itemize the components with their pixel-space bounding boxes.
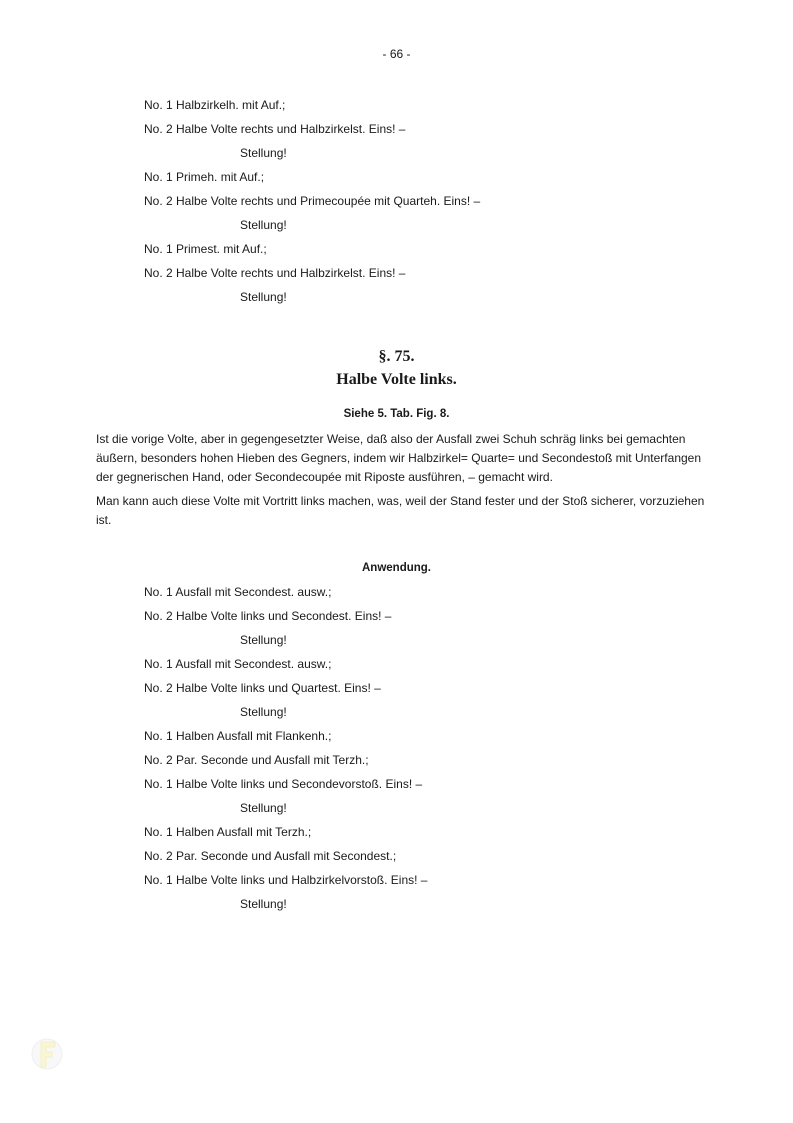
exercise-line: No. 1 Halbe Volte links und Secondevorstoß. Eins! – <box>144 777 423 791</box>
section-title: Halbe Volte links. <box>336 371 457 388</box>
paragraph: Man kann auch diese Volte mit Vortritt links machen, was, weil der Stand fester und der Stoß sicherer, vorzuziehen ist. <box>96 494 705 527</box>
exercise-line: No. 1 Halbe Volte links und Halbzirkelvorstoß. Eins! – <box>144 873 428 887</box>
section-number: §. 75. <box>378 348 415 365</box>
exercise-line-command: Stellung! <box>240 801 287 815</box>
exercise-line-command: Stellung! <box>240 897 287 911</box>
exercise-line: No. 2 Par. Seconde und Ausfall mit Secondest.; <box>144 849 397 863</box>
exercise-line: No. 1 Halbzirkelh. mit Auf.; <box>144 98 286 112</box>
figure-reference: Siehe 5. Tab. Fig. 8. <box>343 408 450 420</box>
exercise-line-command: Stellung! <box>240 633 287 647</box>
exercise-line: No. 2 Halbe Volte links und Quartest. Eins! – <box>144 681 381 695</box>
exercise-line: No. 2 Halbe Volte links und Secondest. Eins! – <box>144 609 392 623</box>
exercise-line-command: Stellung! <box>240 146 287 160</box>
exercise-line: No. 1 Ausfall mit Secondest. ausw.; <box>144 585 332 599</box>
exercise-line: No. 1 Primeh. mit Auf.; <box>144 170 265 184</box>
paragraph: Ist die vorige Volte, aber in gegengesetzter Weise, daß also der Ausfall zwei Schuh schräg links bei gemachten äußern, besonders hohen Hieben des Gegners, indem wir Halbzirkel= Quarte= und Secondestoß mit Unterfangen der gegnerischen Hand, oder Secondecoupée mit Riposte ausführen, – gemacht wird. <box>96 432 702 484</box>
exercise-line-command: Stellung! <box>240 290 287 304</box>
exercise-line: No. 1 Primest. mit Auf.; <box>144 242 267 256</box>
exercise-line-command: Stellung! <box>240 705 287 719</box>
application-heading: Anwendung. <box>362 562 431 574</box>
exercise-line: No. 1 Ausfall mit Secondest. ausw.; <box>144 657 332 671</box>
exercise-line: No. 1 Halben Ausfall mit Terzh.; <box>144 825 312 839</box>
page-number: - 66 - <box>382 47 411 61</box>
exercise-line: No. 2 Halbe Volte rechts und Halbzirkelst. Eins! – <box>144 266 406 280</box>
exercise-line: No. 2 Par. Seconde und Ausfall mit Terzh.; <box>144 753 369 767</box>
exercise-line: No. 2 Halbe Volte rechts und Primecoupée mit Quarteh. Eins! – <box>144 194 481 208</box>
exercise-line: No. 2 Halbe Volte rechts und Halbzirkelst. Eins! – <box>144 122 406 136</box>
exercise-line: No. 1 Halben Ausfall mit Flankenh.; <box>144 729 332 743</box>
watermark-logo-icon <box>30 1035 64 1073</box>
exercise-line-command: Stellung! <box>240 218 287 232</box>
